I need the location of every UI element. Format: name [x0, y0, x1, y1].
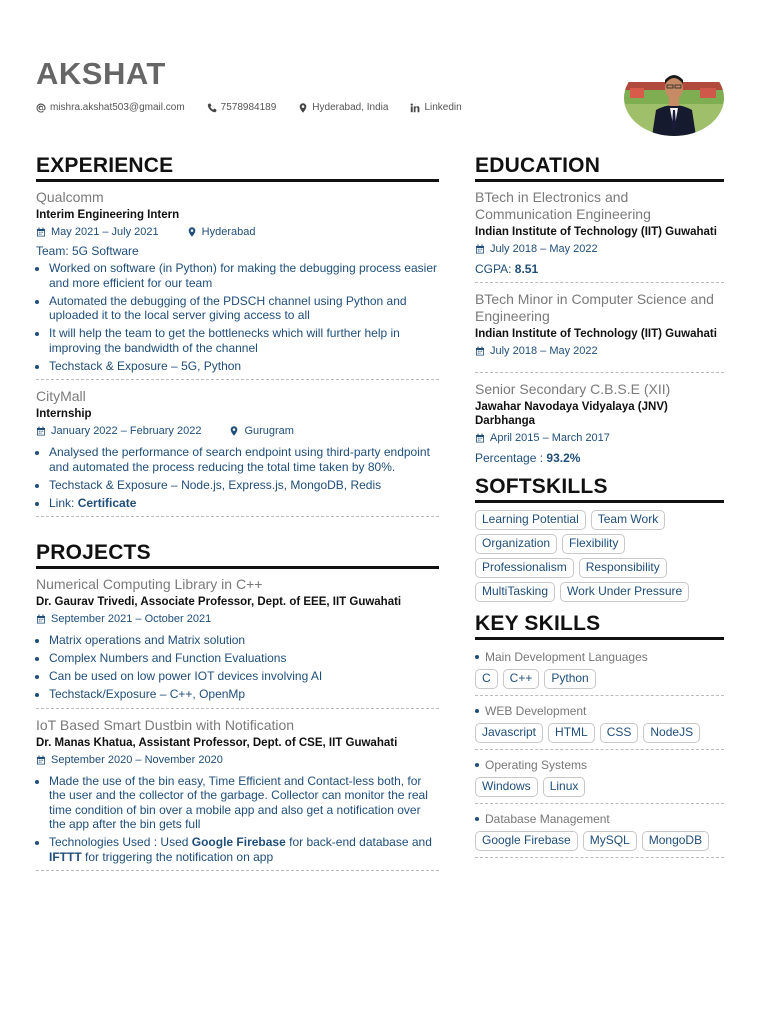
score-label: Percentage :	[475, 451, 547, 465]
job-role: Internship	[36, 408, 92, 420]
project-entry-dustbin	[36, 717, 439, 865]
keyskill-group-label: Database Management	[485, 812, 610, 826]
keyskill-group-db	[475, 812, 724, 851]
divider	[475, 282, 724, 283]
job-meta	[36, 424, 439, 438]
contact-location	[298, 102, 388, 113]
project-bullets	[36, 633, 439, 702]
keyskill-group-title	[475, 758, 724, 772]
education-meta	[475, 344, 724, 358]
text-part: for back-end database and	[285, 835, 432, 849]
score-value: 8.51	[514, 262, 539, 276]
list-item: • Techstack/Exposure – C++, OpenMp	[49, 687, 439, 702]
divider	[475, 695, 724, 696]
keyskill-group-label: Operating Systems	[485, 758, 588, 772]
skill-tag: MongoDB	[642, 831, 709, 851]
experience-entry-citymall	[36, 388, 439, 510]
calendar-icon	[475, 433, 485, 443]
job-location: Gurugram	[244, 425, 294, 437]
bullet-dot	[475, 655, 479, 659]
list-item: • Techstack & Exposure – 5G, Python	[49, 359, 439, 374]
job-bullets	[36, 445, 439, 510]
list-item: • Techstack & Exposure – Node.js, Express.js, MongoDB, Redis	[49, 478, 439, 493]
keyskill-group-title	[475, 650, 724, 664]
certificate-link[interactable]: Certificate	[77, 495, 137, 510]
project-meta	[36, 753, 439, 767]
list-item: • It will help the team to get the bottlenecks which will further help in improving the bandwidth of the channel	[49, 326, 439, 355]
job-location: Hyderabad	[201, 226, 256, 238]
divider	[475, 803, 724, 804]
candidate-name: AKSHAT	[36, 56, 166, 91]
job-dates: May 2021 – July 2021	[51, 226, 159, 238]
company-name: Qualcomm	[36, 189, 104, 205]
experience-heading: EXPERIENCE	[36, 154, 439, 182]
skill-tag: MySQL	[583, 831, 637, 851]
list-item: • Automated the debugging of the PDSCH channel using Python and uploaded it to the local server giving access to all	[49, 294, 439, 323]
degree-name: BTech in Electronics and Communication Engineering	[475, 189, 651, 222]
contact-linkedin-text: Linkedin	[424, 102, 462, 113]
calendar-icon	[36, 755, 46, 765]
calendar-icon	[36, 426, 46, 436]
cgpa	[475, 262, 724, 276]
skill-tag: Javascript	[475, 723, 543, 743]
link-prefix: Link:	[49, 495, 78, 510]
institute-name: Indian Institute of Technology (IIT) Guwahati	[475, 226, 717, 238]
institute-name: Jawahar Navodaya Vidyalaya (JNV) Darbhanga	[475, 401, 668, 427]
keyskill-tags	[475, 831, 724, 851]
job-team: Team: 5G Software	[36, 244, 139, 258]
project-dates: September 2020 – November 2020	[51, 753, 223, 766]
contact-email[interactable]	[36, 102, 185, 113]
list-item: • Made the use of the bin easy, Time Efficient and Contact-less both, for the user and the collector of the garbage. Collector can monitor the real time condition of bin over a mobile app and also get a notification over the app after the bin gets full	[49, 774, 439, 832]
list-item: • Can be used on low power IOT devices involving AI	[49, 669, 439, 684]
skill-tag: Linux	[543, 777, 586, 797]
text-part: Technologies Used : Used	[49, 835, 192, 849]
profile-photo	[624, 60, 724, 136]
softskills-heading: SOFTSKILLS	[475, 475, 724, 503]
keyskill-group-title	[475, 704, 724, 718]
divider	[475, 857, 724, 858]
list-item: • Complex Numbers and Function Evaluations	[49, 651, 439, 666]
text-part: for triggering the notification on app	[81, 849, 274, 864]
contact-phone-text: 7578984189	[220, 102, 277, 113]
project-name: IoT Based Smart Dustbin with Notification	[36, 716, 295, 733]
education-entry-btech	[475, 189, 724, 276]
project-entry-numerical	[36, 576, 439, 702]
education-dates: July 2018 – May 2022	[490, 243, 598, 255]
bullet-dot	[475, 817, 479, 821]
divider	[36, 516, 439, 517]
education-entry-school	[475, 381, 724, 465]
linkedin-icon	[410, 103, 420, 113]
divider	[36, 379, 439, 380]
text-part-bold: IFTTT	[49, 849, 82, 864]
softskills-tags	[475, 510, 724, 602]
keyskill-group-label: Main Development Languages	[485, 650, 648, 664]
contact-location-text: Hyderabad, India	[312, 102, 389, 113]
divider	[36, 870, 439, 871]
calendar-icon	[36, 227, 46, 237]
experience-entry-qualcomm	[36, 189, 439, 373]
degree-name: Senior Secondary C.B.S.E (XII)	[475, 381, 671, 397]
keyskill-tags	[475, 777, 724, 797]
score-label: CGPA:	[475, 262, 515, 276]
project-guide: Dr. Gaurav Trivedi, Associate Professor, Dept. of EEE, IIT Guwahati	[36, 596, 402, 608]
left-column	[36, 154, 439, 879]
skill-tag: CSS	[600, 723, 639, 743]
skill-tag: Organization	[475, 534, 557, 554]
skill-tag: MultiTasking	[475, 582, 555, 602]
skill-tag: Learning Potential	[475, 510, 586, 530]
job-role: Interim Engineering Intern	[36, 209, 180, 221]
skill-tag: Python	[544, 669, 595, 689]
list-item: • Analysed the performance of search endpoint using third-party endpoint and automated the process reducing the total time taken by 80%.	[49, 445, 439, 474]
projects-heading: PROJECTS	[36, 541, 439, 569]
education-dates: July 2018 – May 2022	[490, 345, 598, 357]
percentage	[475, 451, 724, 465]
education-entry-minor	[475, 291, 724, 358]
list-item: • Worked on software (in Python) for making the debugging process easier and more efficient for our team	[49, 261, 439, 290]
company-name: CityMall	[36, 388, 86, 404]
at-icon	[36, 103, 46, 113]
calendar-icon	[36, 614, 46, 624]
job-bullets	[36, 261, 439, 373]
score-value: 93.2%	[546, 451, 581, 465]
skill-tag: NodeJS	[643, 723, 700, 743]
skill-tag: Work Under Pressure	[560, 582, 689, 602]
bullet-dot	[475, 763, 479, 767]
contact-phone[interactable]	[207, 102, 277, 113]
project-name: Numerical Computing Library in C++	[36, 576, 263, 592]
keyskill-group-title	[475, 812, 724, 826]
contact-bar	[36, 102, 462, 113]
skill-tag: Professionalism	[475, 558, 574, 578]
keyskill-group-languages	[475, 650, 724, 689]
skill-tag: Windows	[475, 777, 538, 797]
phone-icon	[207, 103, 217, 113]
contact-linkedin[interactable]	[410, 102, 461, 113]
keyskills-heading: KEY SKILLS	[475, 612, 724, 640]
contact-email-text: mishra.akshat503@gmail.com	[50, 102, 185, 113]
calendar-icon	[475, 346, 485, 356]
project-dates: September 2021 – October 2021	[51, 613, 212, 625]
divider	[36, 708, 439, 709]
skill-tag: HTML	[548, 723, 595, 743]
list-item: • Matrix operations and Matrix solution	[49, 633, 439, 648]
job-dates: January 2022 – February 2022	[51, 425, 202, 437]
divider	[475, 372, 724, 373]
keyskill-group-os	[475, 758, 724, 797]
skill-tag: C	[475, 669, 498, 689]
list-item	[49, 835, 439, 864]
location-pin-icon	[229, 426, 239, 436]
education-dates: April 2015 – March 2017	[490, 432, 610, 444]
keyskill-group-label: WEB Development	[485, 704, 587, 718]
project-bullets	[36, 774, 439, 865]
right-column	[475, 154, 724, 866]
education-meta	[475, 242, 724, 256]
list-item	[49, 496, 439, 511]
skill-tag: Google Firebase	[475, 831, 578, 851]
text-part-bold: Google Firebase	[191, 835, 286, 849]
skill-tag: Responsibility	[579, 558, 667, 578]
education-meta	[475, 431, 724, 445]
institute-name: Indian Institute of Technology (IIT) Guwahati	[475, 328, 717, 340]
education-heading: EDUCATION	[475, 154, 724, 182]
bullet-dot	[475, 709, 479, 713]
location-pin-icon	[187, 227, 197, 237]
calendar-icon	[475, 244, 485, 254]
keyskill-group-web	[475, 704, 724, 743]
location-pin-icon	[298, 103, 308, 113]
keyskill-tags	[475, 723, 724, 743]
divider	[475, 749, 724, 750]
skill-tag: C++	[503, 669, 540, 689]
skill-tag: Flexibility	[562, 534, 625, 554]
keyskill-tags	[475, 669, 724, 689]
project-guide: Dr. Manas Khatua, Assistant Professor, Dept. of CSE, IIT Guwahati	[36, 736, 398, 749]
degree-name: BTech Minor in Computer Science and Engineering	[475, 291, 714, 324]
skill-tag: Team Work	[591, 510, 665, 530]
project-meta	[36, 612, 439, 626]
job-meta	[36, 225, 439, 239]
